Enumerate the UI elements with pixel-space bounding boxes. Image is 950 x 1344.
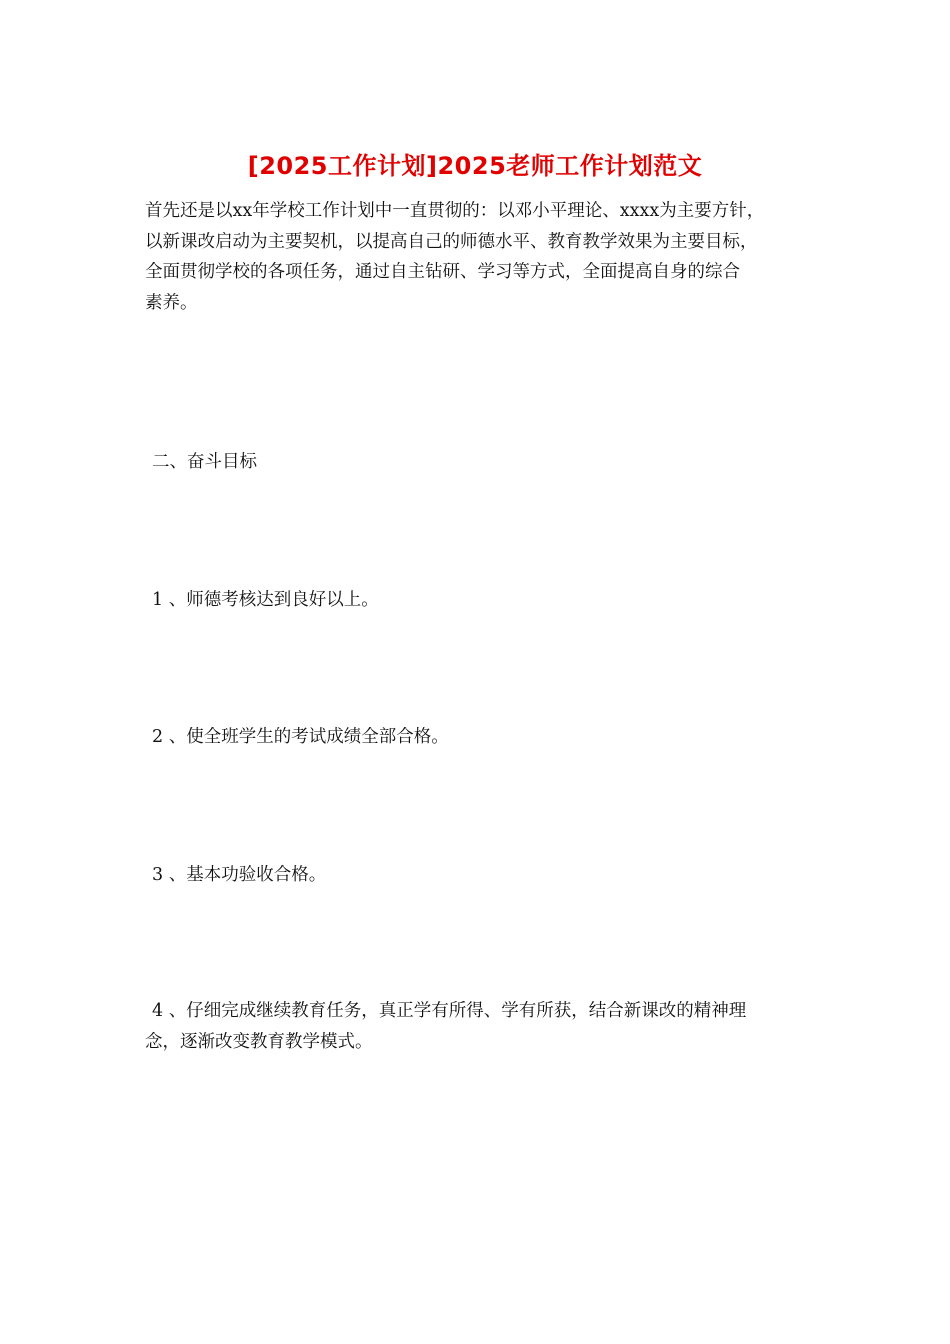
intro-line: 首先还是以xx年学校工作计划中一直贯彻的：以邓小平理论、xxxx为主要方针， — [145, 201, 765, 221]
intro-paragraph — [145, 196, 810, 318]
goal-item: 3 、基本功验收合格。 — [152, 865, 327, 885]
document-title: [2025工作计划]2025老师工作计划范文 — [247, 152, 703, 180]
goal-item: 1 、师德考核达到良好以上。 — [152, 590, 379, 610]
intro-line: 全面贯彻学校的各项任务，通过自主钻研、学习等方式，全面提高自身的综合 — [145, 262, 740, 282]
goal-item-line: 4 、仔细完成继续教育任务，真正学有所得、学有所获，结合新课改的精神理 — [152, 1001, 747, 1021]
section-heading: 二、奋斗目标 — [152, 452, 257, 472]
goal-item-line: 念，逐渐改变教育教学模式。 — [145, 1031, 373, 1052]
goal-item — [145, 996, 825, 1057]
intro-line: 以新课改启动为主要契机，以提高自己的师德水平、教育教学效果为主要目标， — [145, 231, 758, 252]
goal-item: 2 、使全班学生的考试成绩全部合格。 — [152, 727, 449, 747]
intro-line: 素养。 — [145, 292, 198, 313]
